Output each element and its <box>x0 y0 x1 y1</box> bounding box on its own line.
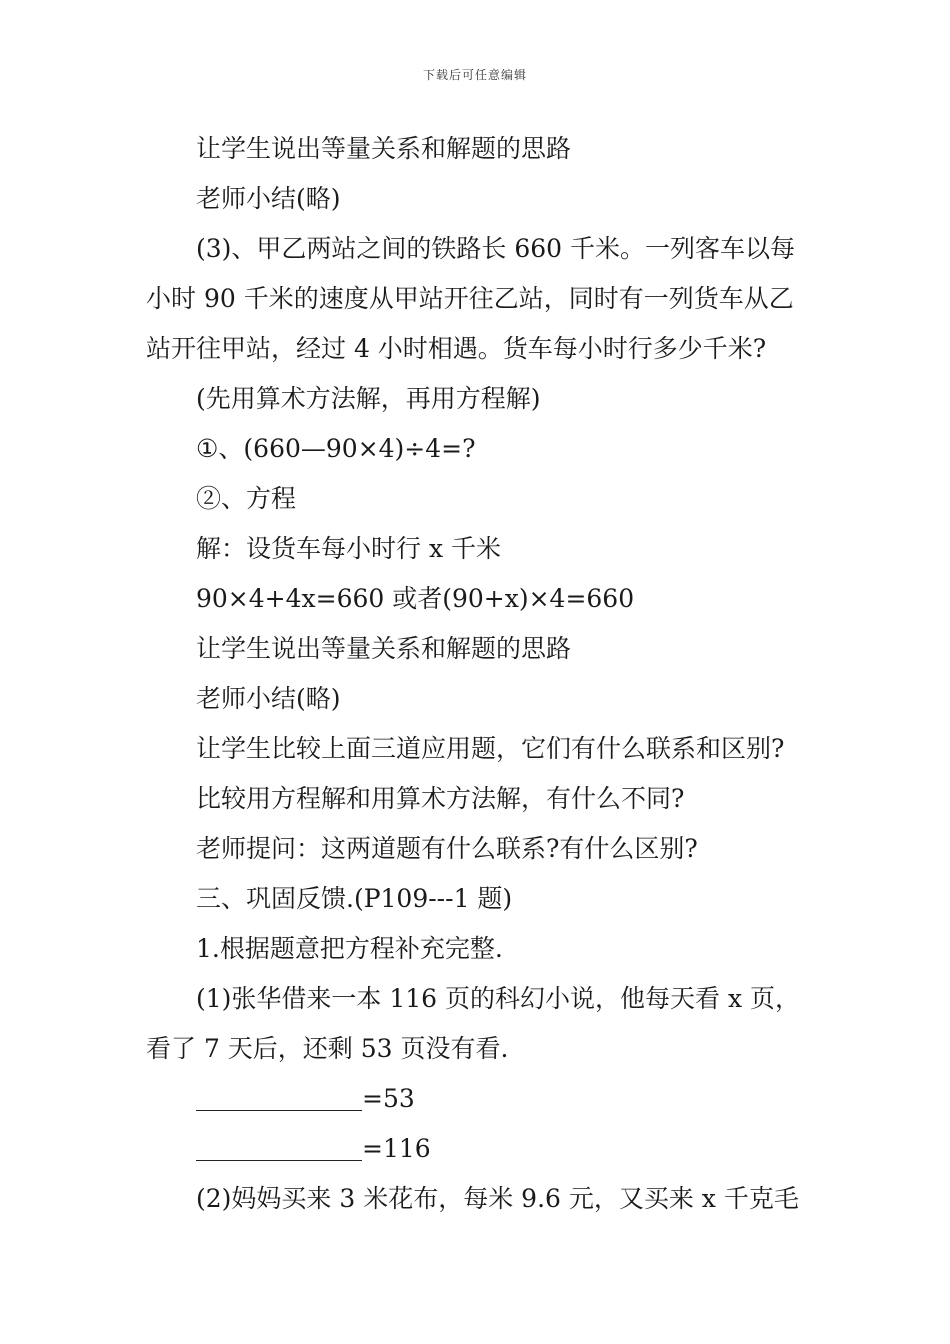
exercise-1-line: 看了 7 天后，还剩 53 页没有看. <box>146 1034 509 1063</box>
exercise-heading: 1.根据题意把方程补充完整. <box>196 934 503 963</box>
equation-result: =116 <box>362 1134 431 1163</box>
text-line: (先用算术方法解，再用方程解) <box>196 384 541 413</box>
text-line: 老师小结(略) <box>196 184 341 213</box>
text-line: 比较用方程解和用算术方法解，有什么不同? <box>196 784 685 813</box>
text-line: 让学生比较上面三道应用题，它们有什么联系和区别? <box>196 734 785 763</box>
fill-blank-equation <box>0 1078 950 1128</box>
page-header: 下载后可任意编辑 <box>422 68 527 82</box>
exercise-2-line: (2)妈妈买来 3 米花布，每米 9.6 元，又买来 x 千克毛 <box>196 1184 799 1213</box>
text-line: 老师小结(略) <box>196 684 341 713</box>
equation-line: 90×4+4x=660 或者(90+x)×4=660 <box>196 584 635 613</box>
fill-blank-equation <box>0 1128 950 1178</box>
exercise-1-line: (1)张华借来一本 116 页的科幻小说，他每天看 x 页， <box>196 984 801 1013</box>
text-line: 让学生说出等量关系和解题的思路 <box>196 134 572 163</box>
equation-heading: ②、方程 <box>196 484 297 513</box>
section-heading: 三、巩固反馈.(P109---1 题) <box>196 884 513 913</box>
problem-3-line: (3)、甲乙两站之间的铁路长 660 千米。一列客车以每 <box>196 234 796 263</box>
problem-3-line: 站开往甲站，经过 4 小时相遇。货车每小时行多少千米? <box>146 334 767 363</box>
arithmetic-solution: ①、(660—90×4)÷4=? <box>196 434 476 463</box>
equation-result: =53 <box>362 1084 415 1113</box>
equation-setup: 解：设货车每小时行 x 千米 <box>196 534 501 563</box>
problem-3-line: 小时 90 千米的速度从甲站开往乙站，同时有一列货车从乙 <box>146 284 794 313</box>
answer-blank[interactable] <box>196 1080 362 1111</box>
text-line: 老师提问：这两道题有什么联系?有什么区别? <box>196 834 698 863</box>
answer-blank[interactable] <box>196 1130 362 1161</box>
text-line: 让学生说出等量关系和解题的思路 <box>196 634 572 663</box>
document-body <box>0 128 950 1228</box>
